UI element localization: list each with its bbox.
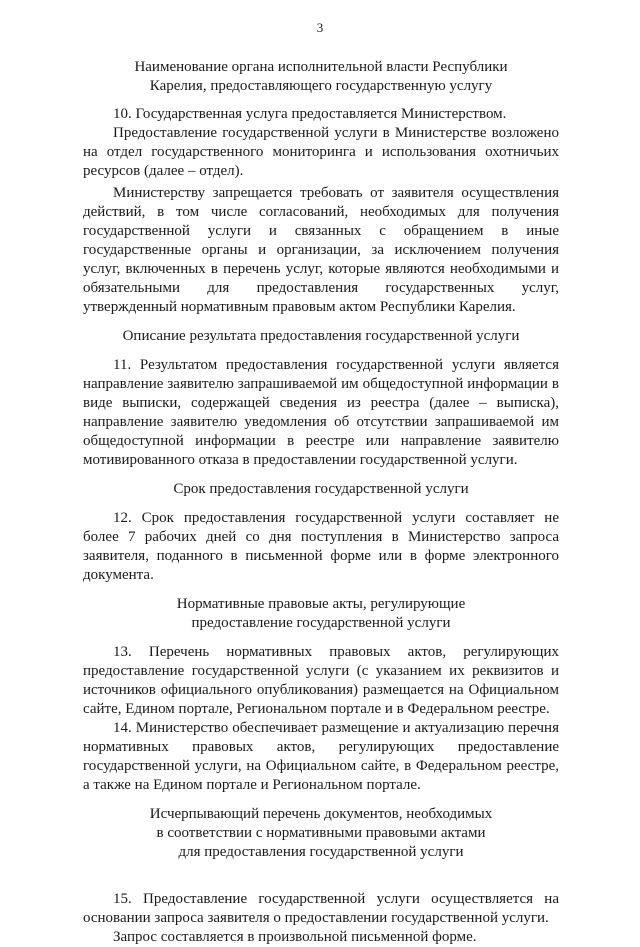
heading-line: Карелия, предоставляющего государственную услугу xyxy=(149,78,493,94)
paragraph-10-prohibition: Министерству запрещается требовать от заявителя осуществления действий, в том числе согласований, необходимых для получения государственной услуги и связанных с обращением в иные государственные органы и организации, за исключением получения услуг, включенных в перечень услуг, которые являются необходимыми и обязательными для предоставления государственных услуг, утвержденный нормативным правовым актом Республики Карелия. xyxy=(83,185,559,315)
paragraph-15-request-form: Запрос составляется в произвольной письменной форме. xyxy=(113,929,477,945)
section-heading-agency xyxy=(83,58,559,96)
heading-line: для предоставления государственной услуги xyxy=(178,844,464,860)
page-number: 3 xyxy=(316,20,324,35)
heading-line: предоставление государственной услуги xyxy=(191,615,451,631)
paragraph-12: 12. Срок предоставления государственной услуги составляет не более 7 рабочих дней со дня поступления в Министерство запроса заявителя, поданного в письменной форме или в форме электронного документа. xyxy=(83,510,559,583)
paragraph-10-responsibility: Предоставление государственной услуги в Министерстве возложено на отдел государственного мониторинга и использования охотничьих ресурсов (далее – отдел). xyxy=(83,125,559,179)
paragraph-13: 13. Перечень нормативных правовых актов, регулирующих предоставление государственной услуги (с указанием их реквизитов и источников официального опубликования) размещается на Официальном сайте, Едином портале, Региональном портале и в Федеральном реестре. xyxy=(83,644,559,717)
section-heading-result: Описание результата предоставления государственной услуги xyxy=(122,328,520,344)
paragraph-10: 10. Государственная услуга предоставляется Министерством. xyxy=(113,106,507,122)
section-heading-term: Срок предоставления государственной услуги xyxy=(173,481,469,497)
heading-line: Исчерпывающий перечень документов, необходимых xyxy=(149,806,493,822)
heading-line: Нормативные правовые акты, регулирующие xyxy=(176,596,466,612)
section-heading-documents xyxy=(83,805,559,862)
paragraph-14: 14. Министерство обеспечивает размещение и актуализацию перечня нормативных правовых актов, регулирующих предоставление государственной услуги, на Официальном сайте, в Федеральном реестре, а также на Едином портале и Региональном портале. xyxy=(83,720,559,793)
heading-line: Наименование органа исполнительной власти Республики xyxy=(134,59,508,75)
paragraph-15: 15. Предоставление государственной услуги осуществляется на основании запроса заявителя о предоставлении государственной услуги. xyxy=(83,891,559,926)
heading-line: в соответствии с нормативными правовыми актами xyxy=(156,825,486,841)
section-heading-legal-acts xyxy=(83,595,559,633)
document-body xyxy=(83,58,559,947)
paragraph-11: 11. Результатом предоставления государственной услуги является направление заявителю запрашиваемой им общедоступной информации в виде выписки, содержащей сведения из реестра (далее – выписка), направление заявителю уведомления об отсутствии запрашиваемой им общедоступной информации в реестре или направление заявителю мотивированного отказа в предоставлении государственной услуги. xyxy=(83,357,559,468)
